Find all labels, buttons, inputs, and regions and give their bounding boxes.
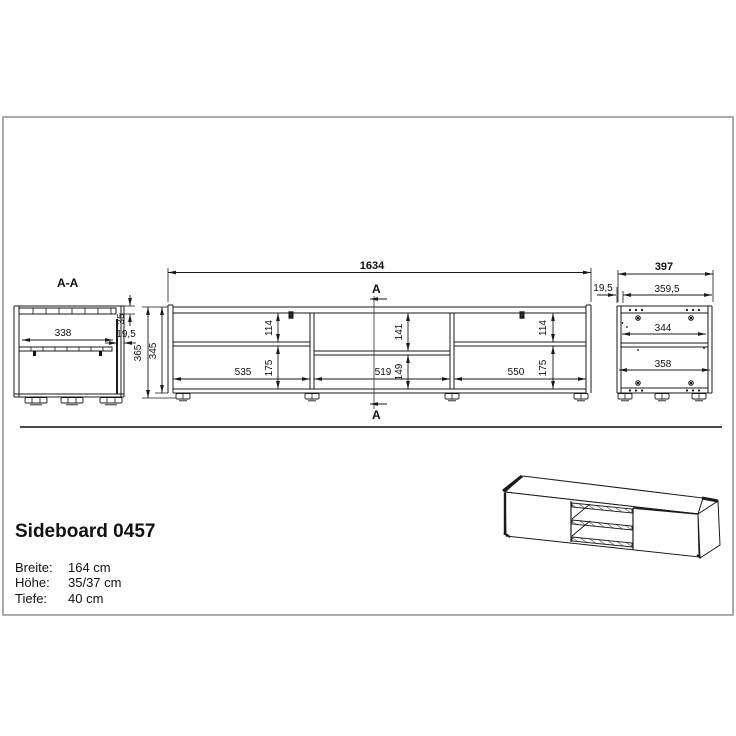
front-middle-shelf (314, 351, 450, 355)
dim-label-35: 35 (116, 313, 127, 325)
dim-label-365: 365 (133, 344, 144, 362)
dim-label-519: 519 (374, 367, 392, 378)
screw-icon (289, 312, 293, 318)
isometric-view (503, 476, 720, 558)
shelf-pin-left (33, 351, 36, 356)
foot (100, 398, 122, 405)
dim-label-397: 397 (654, 261, 674, 273)
foot (61, 398, 83, 405)
section-view-aa (14, 276, 136, 405)
foot (305, 394, 319, 401)
section-top-rail-ticks (33, 308, 111, 314)
spec-value-hoehe: 35/37 cm (68, 575, 122, 591)
spec-label-hoehe: Höhe: (15, 575, 50, 591)
section-shelf (19, 347, 112, 351)
dim-label-19-5-side: 19,5 (593, 283, 613, 294)
dim-label-141: 141 (394, 323, 405, 341)
height-dimensions (133, 307, 178, 398)
front-side-shelves (173, 342, 586, 346)
side-outline (617, 306, 712, 393)
dim-label-344: 344 (654, 323, 672, 334)
dim-label-358: 358 (654, 359, 672, 370)
shelf-pin-right (99, 351, 102, 356)
side-drill-dots (622, 309, 705, 392)
section-marker-top: A (372, 282, 381, 296)
iso-right-face (698, 501, 720, 558)
spec-label-tiefe: Tiefe: (15, 590, 48, 606)
spec-row (15, 575, 121, 590)
section-shelf-ticks (31, 347, 103, 351)
spec-row (15, 591, 121, 606)
spec-value-tiefe: 40 cm (68, 590, 104, 606)
section-view-title: A-A (57, 276, 79, 290)
section-top-rail (19, 308, 116, 314)
spec-table (15, 560, 121, 606)
screw-icon (689, 381, 694, 386)
foot (655, 394, 669, 401)
screw-icon (636, 316, 641, 321)
spec-value-breite: 164 cm (68, 560, 111, 575)
dim-label-175-right: 175 (538, 359, 549, 377)
dim-label-550: 550 (507, 367, 525, 378)
dim-label-535: 535 (234, 367, 252, 378)
product-title: Sideboard 0457 (15, 521, 156, 542)
foot (445, 394, 459, 401)
dim-label-149: 149 (394, 363, 405, 381)
screw-icon (636, 381, 641, 386)
dim-label-19-5: 19,5 (116, 329, 136, 340)
front-top-bottom-boards (173, 307, 586, 393)
dim-label-1634: 1634 (359, 260, 385, 272)
dim-label-338: 338 (54, 328, 72, 339)
iso-right-top-edge (702, 498, 718, 501)
foot (692, 394, 706, 401)
front-view (168, 260, 591, 422)
dim-label-359-5: 359,5 (654, 284, 680, 295)
screw-icon (520, 312, 524, 318)
side-view (593, 261, 713, 401)
dim-label-345: 345 (148, 342, 159, 360)
spec-row (15, 560, 121, 575)
dim-label-175-left: 175 (264, 359, 275, 377)
screw-icon (689, 316, 694, 321)
dim-label-114-left: 114 (264, 320, 275, 336)
foot (618, 394, 632, 401)
front-side-walls (168, 305, 591, 393)
foot (25, 398, 47, 405)
section-marker-bottom: A (372, 408, 381, 422)
dim-label-114-right: 114 (538, 320, 549, 336)
foot (176, 394, 190, 401)
foot (574, 394, 588, 401)
spec-label-breite: Breite: (15, 560, 53, 575)
